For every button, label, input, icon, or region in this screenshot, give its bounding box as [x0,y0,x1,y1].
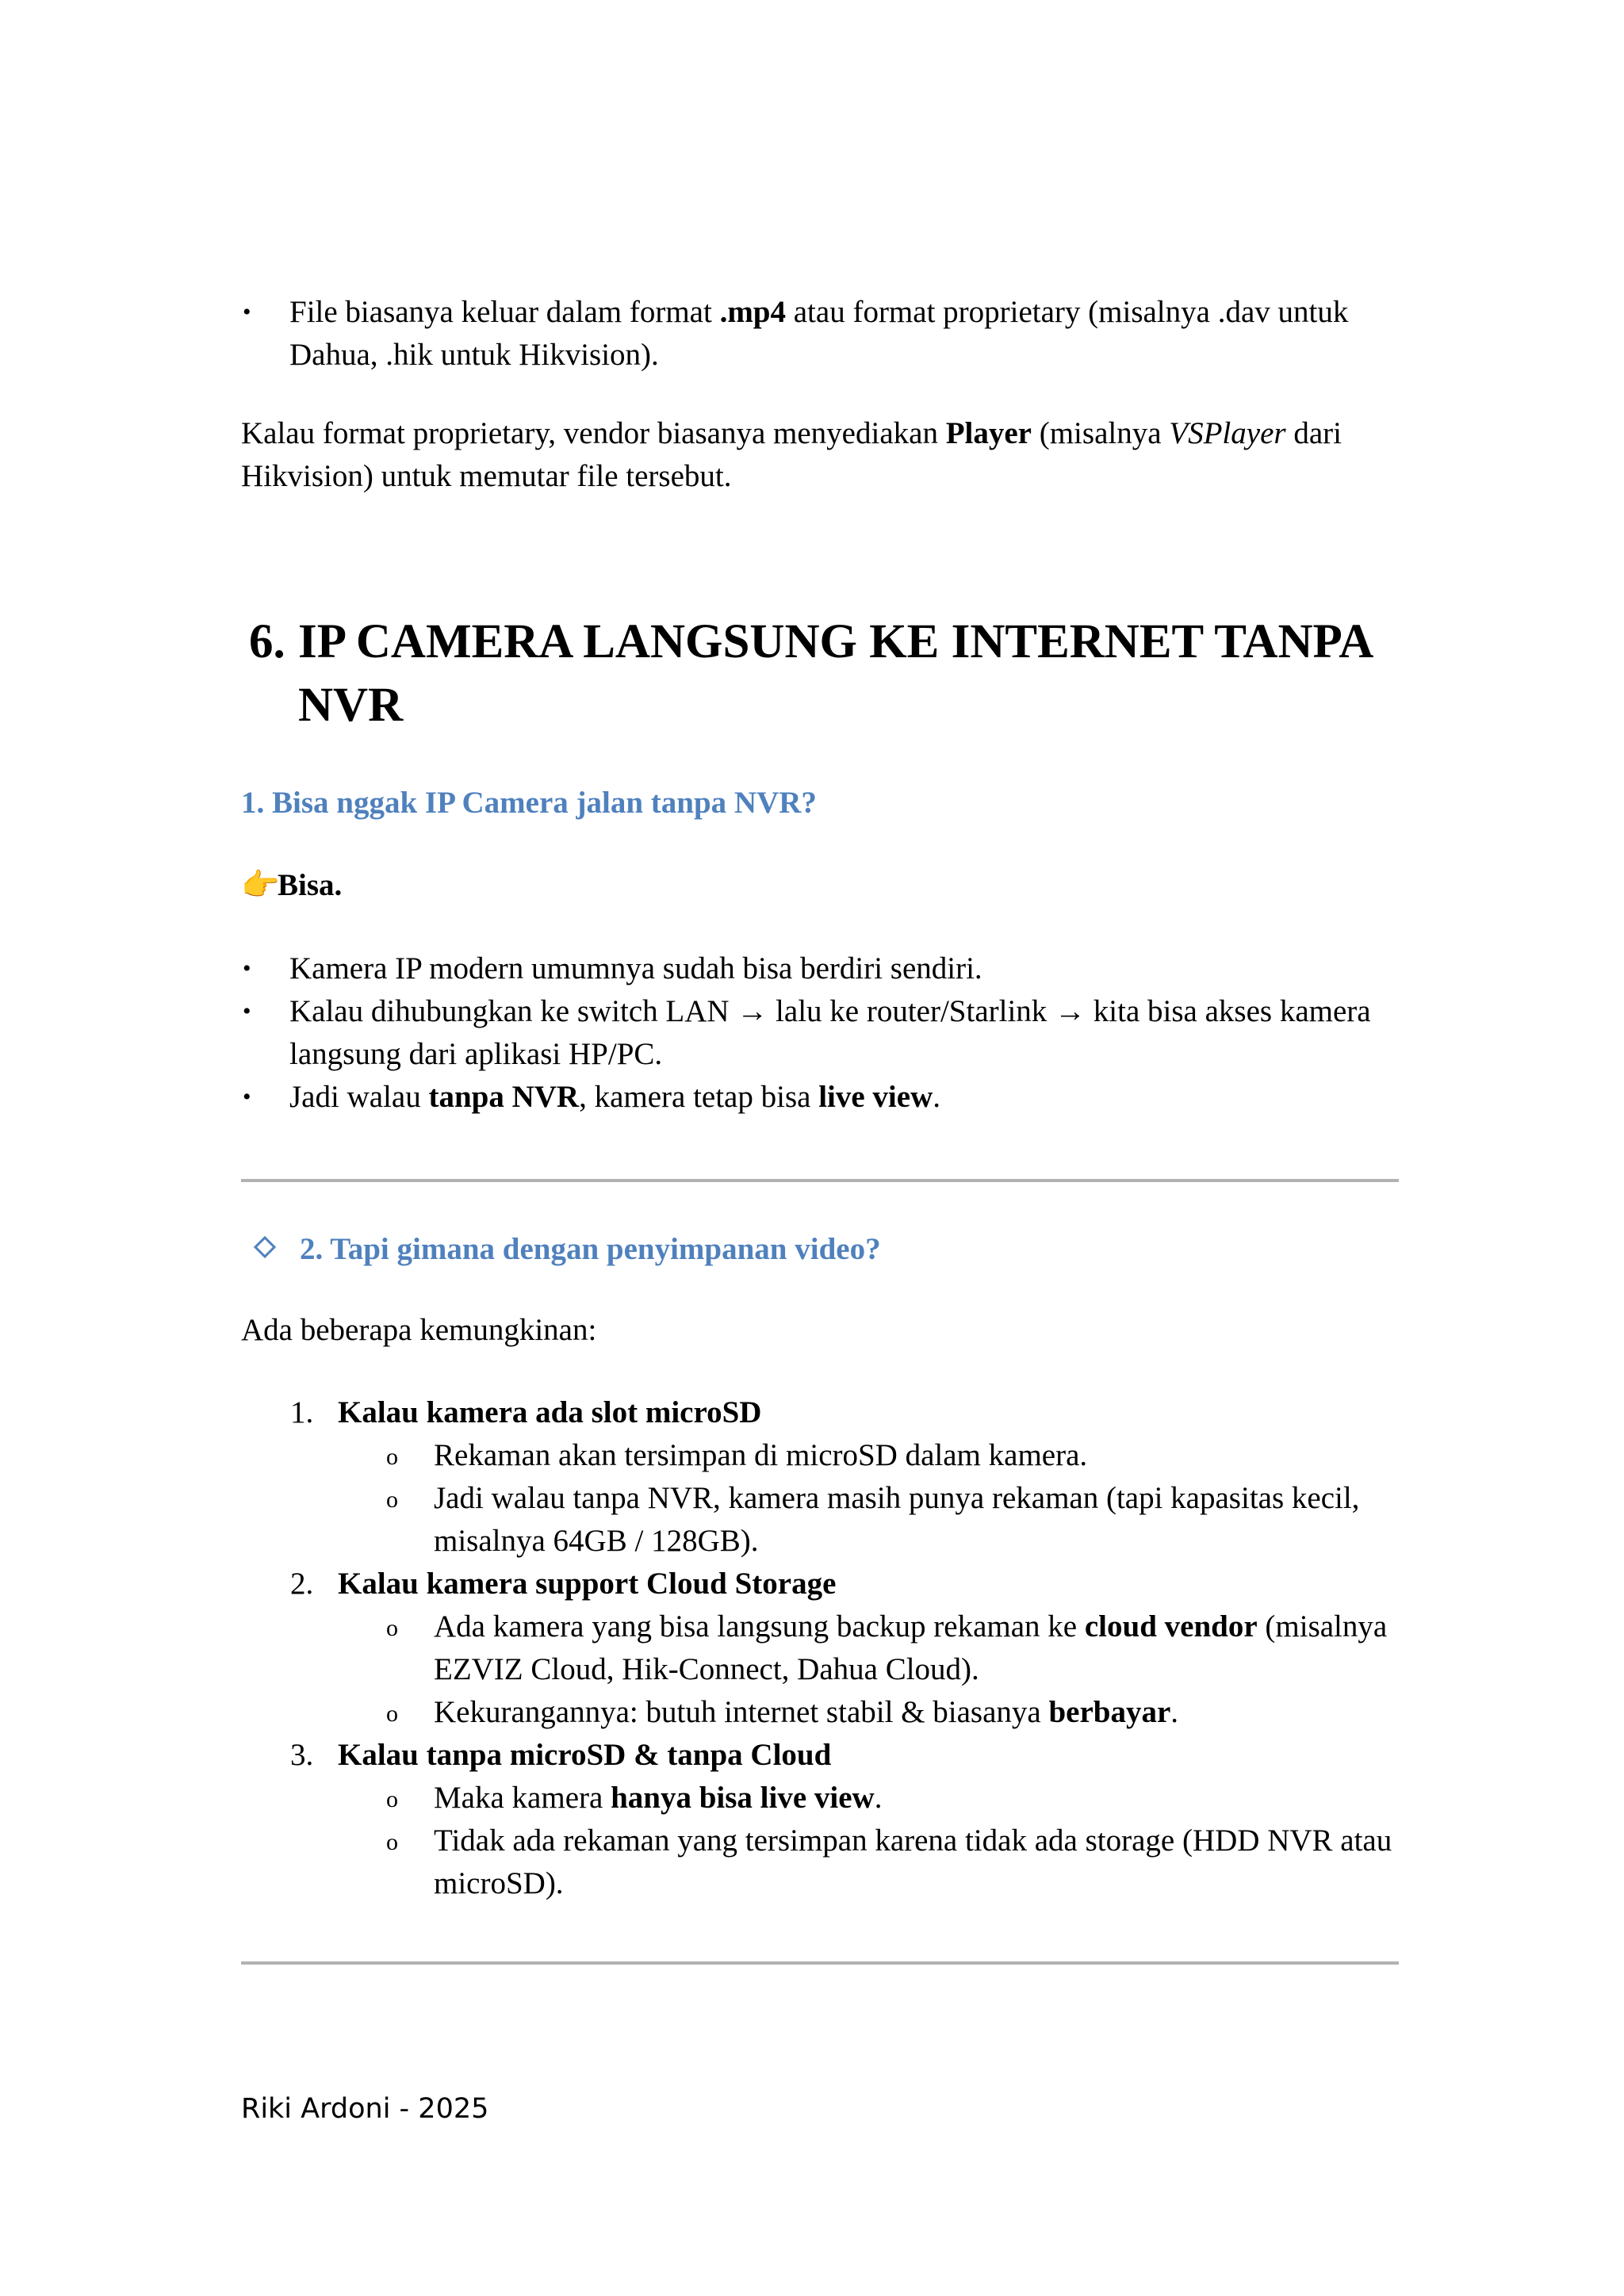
list-item: • File biasanya keluar dalam format .mp4 atau format proprietary (misalnya .dav untuk Dahua, .hik untuk Hikvision). [289,291,1400,377]
question-2-heading: 2. Tapi gimana dengan penyimpanan video? [252,1228,881,1271]
section-number: 6. [249,615,285,668]
list-number: 3. [290,1738,314,1772]
answer-line: 👉Bisa. [241,864,1399,907]
bullet-icon: • [243,1084,251,1110]
list-number: 2. [290,1567,314,1601]
bullet-icon: • [243,299,251,325]
section-title: IP CAMERA LANGSUNG KE INTERNET TANPA NVR [298,615,1371,732]
sub-bullet-icon: o [386,1615,398,1641]
horizontal-rule [241,1179,1399,1182]
sub-list [338,1605,1407,1734]
sub-list-item: o Rekaman akan tersimpan di microSD dalam kamera. [338,1434,1407,1477]
diamond-icon [254,1236,276,1258]
horizontal-rule [241,1961,1399,1965]
sub-bullet-icon: o [386,1444,398,1470]
sub-bullet-icon: o [386,1786,398,1812]
top-bullet-list [243,291,1400,377]
sub-list [338,1434,1407,1563]
sub-list [338,1777,1407,1905]
section-heading [249,610,1407,737]
sub-list-item: o Jadi walau tanpa NVR, kamera masih punya rekaman (tapi kapasitas kecil, misalnya 64GB / 128GB). [338,1477,1407,1563]
sub-list-item: o Maka kamera hanya bisa live view. [338,1777,1407,1820]
bullet-icon: • [243,998,251,1024]
sub-list-item: o Tidak ada rekaman yang tersimpan karena tidak ada storage (HDD NVR atau microSD). [338,1820,1407,1905]
list-item [241,1734,1407,1905]
sub-list-item: o Kekurangannya: butuh internet stabil & biasanya berbayar. [338,1691,1407,1734]
sub-list-item: o Ada kamera yang bisa langsung backup rekaman ke cloud vendor (misalnya EZVIZ Cloud, Hik-Connect, Dahua Cloud). [338,1605,1407,1691]
list-item [241,1563,1407,1734]
option-title: Kalau kamera support Cloud Storage [338,1567,837,1601]
sub-bullet-icon: o [386,1701,398,1727]
list-item: • Kamera IP modern umumnya sudah bisa berdiri sendiri. [289,947,1400,990]
list-number: 1. [290,1395,314,1429]
sub-bullet-icon: o [386,1829,398,1855]
pointing-hand-icon: 👉 [241,867,280,903]
storage-options-list [241,1391,1407,1905]
page-footer: Riki Ardoni - 2025 [241,2093,489,2125]
bullet-icon: • [243,955,251,982]
question-1-bullets [243,947,1400,1119]
option-title: Kalau kamera ada slot microSD [338,1395,762,1429]
list-item: • Jadi walau tanpa NVR, kamera tetap bisa live view. [289,1076,1400,1119]
option-title: Kalau tanpa microSD & tanpa Cloud [338,1738,832,1772]
sub-bullet-icon: o [386,1487,398,1513]
player-paragraph: Kalau format proprietary, vendor biasanya menyediakan Player (misalnya VSPlayer dari Hikvision) untuk memutar file tersebut. [241,416,1342,493]
list-item: • Kalau dihubungkan ke switch LAN → lalu ke router/Starlink → kita bisa akses kamera langsung dari aplikasi HP/PC. [289,990,1400,1076]
question-1-heading: 1. Bisa nggak IP Camera jalan tanpa NVR? [241,786,817,820]
list-item [241,1391,1407,1563]
storage-intro: Ada beberapa kemungkinan: [241,1313,597,1347]
